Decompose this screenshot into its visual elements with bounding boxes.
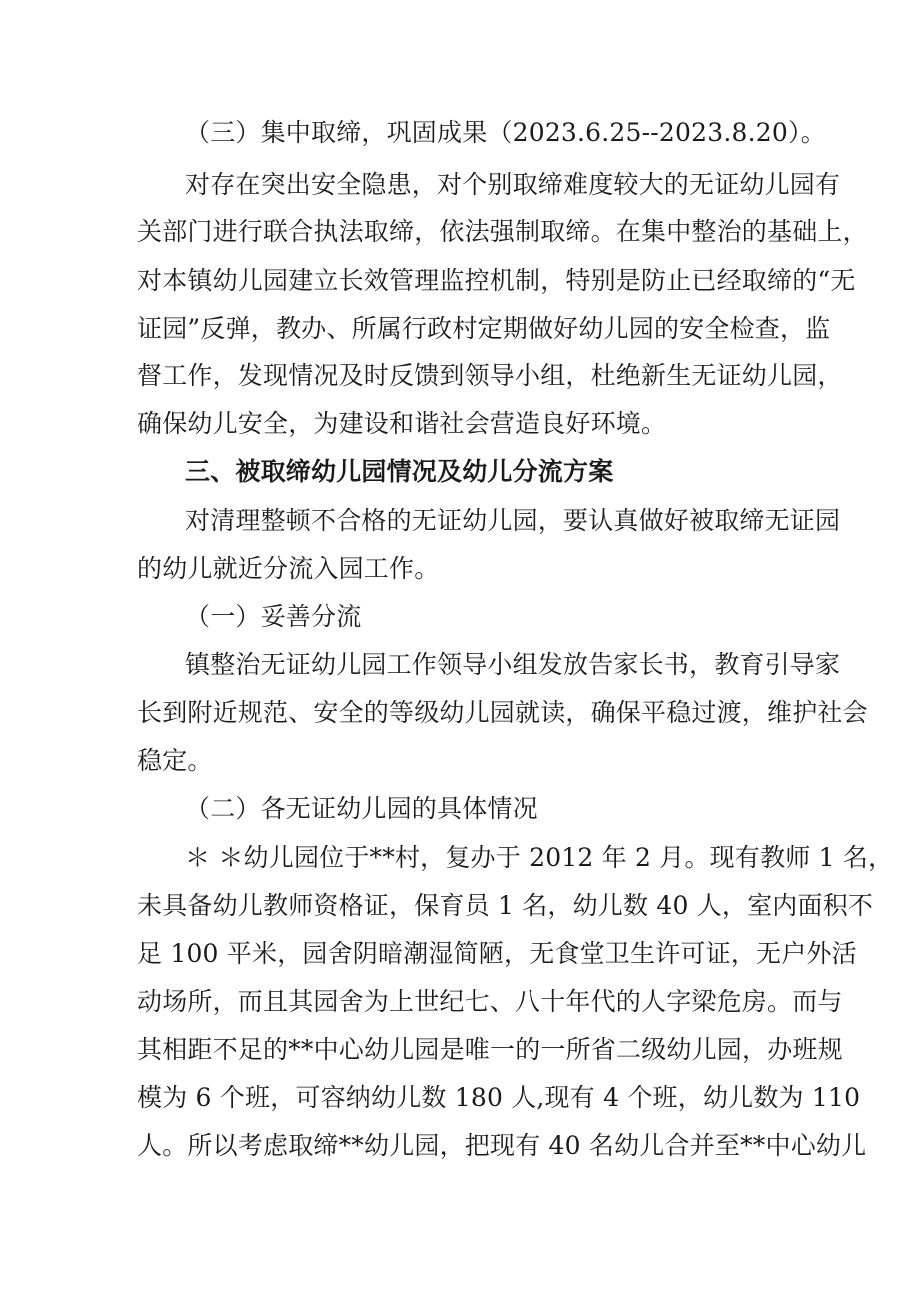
paragraph-line: 关部门进行联合执法取缔，依法强制取缔。在集中整治的基础上， (137, 217, 868, 246)
paragraph-line: 镇整治无证幼儿园工作领导小组发放告家长书，教育引导家 (185, 650, 841, 679)
paragraph-line: 足 100 平米，园舍阴暗潮湿简陋，无食堂卫生许可证，无户外活 (137, 939, 857, 968)
paragraph-line: 长到附近规范、安全的等级幼儿园就读，确保平稳过渡，维护社会 (137, 698, 868, 727)
paragraph-line: 稳定。 (137, 746, 213, 775)
paragraph-line: 动场所，而且其园舍为上世纪七、八十年代的人字梁危房。而与 (137, 987, 843, 1016)
paragraph-line: 模为 6 个班，可容纳幼儿数 180 人,现有 4 个班，幼儿数为 110 (137, 1083, 861, 1112)
paragraph-line: 其相距不足的**中心幼儿园是唯一的一所省二级幼儿园，办班规 (137, 1035, 843, 1064)
sub-1-heading: （一）妥善分流 (185, 602, 362, 631)
paragraph-line: 对清理整顿不合格的无证幼儿园，要认真做好被取缔无证园 (185, 506, 841, 535)
paragraph-line: 对存在突出安全隐患，对个别取缔难度较大的无证幼儿园有 (185, 170, 841, 199)
paragraph-line: ＊ ＊幼儿园位于**村，复办于 2012 年 2 月。现有教师 1 名， (185, 843, 894, 872)
paragraph-line: 人。所以考虑取缔**幼儿园，把现有 40 名幼儿合并至**中心幼儿 (137, 1131, 867, 1160)
sub-2-heading: （二）各无证幼儿园的具体情况 (185, 794, 538, 823)
paragraph-line: 对本镇幼儿园建立长效管理监控机制，特别是防止已经取缔的“无 (137, 266, 856, 295)
paragraph-line: 的幼儿就近分流入园工作。 (137, 554, 440, 583)
paragraph-line: 确保幼儿安全，为建设和谐社会营造良好环境。 (137, 409, 667, 438)
paragraph-line: 督工作，发现情况及时反馈到领导小组，杜绝新生无证幼儿园， (137, 361, 843, 390)
section-3-heading: （三）集中取缔，巩固成果（2023.6.25--2023.8.20）。 (185, 118, 826, 147)
chapter-3-title: 三、被取缔幼儿园情况及幼儿分流方案 (185, 457, 614, 486)
paragraph-line: 证园”反弹，教办、所属行政村定期做好幼儿园的安全检查，监 (137, 314, 831, 343)
paragraph-line: 未具备幼儿教师资格证，保育员 1 名，幼儿数 40 人，室内面积不 (137, 891, 874, 920)
